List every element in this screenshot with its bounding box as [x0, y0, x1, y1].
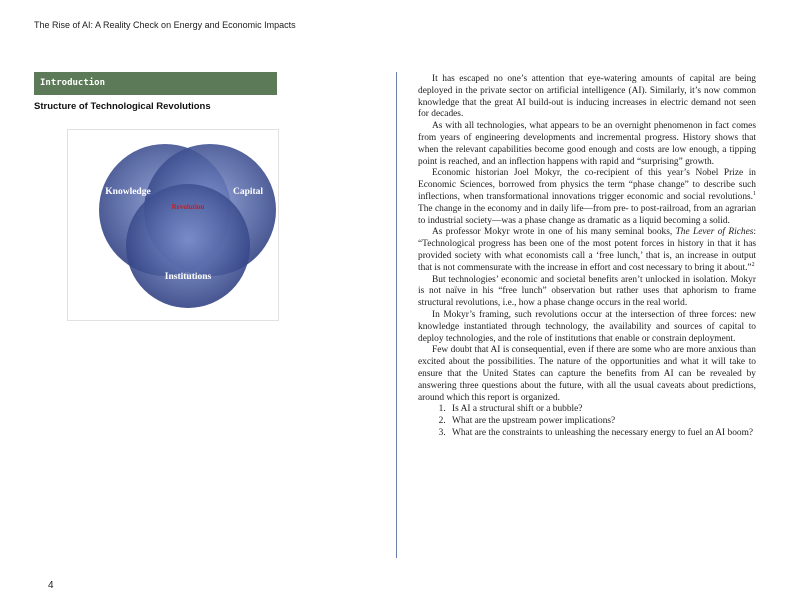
questions-list: [418, 404, 756, 439]
venn-diagram: [68, 130, 278, 320]
paragraph-4: [418, 227, 756, 274]
paragraph-7: Few doubt that AI is consequential, even if there are some who are more anxious than excited about the possibilities. The nature of the opportunities and what it will take to ensure that the United States can capture the benefits from AI can be revealed by answering three questions about the future, with all the usual caveats about predictions, around which this report is organized.: [418, 345, 756, 403]
paragraph-3: [418, 168, 756, 227]
list-item: 3. What are the constraints to unleashing the necessary energy to fuel an AI boom?: [448, 428, 756, 440]
capital-label: Capital: [232, 187, 264, 197]
venn-diagram-figure: [67, 129, 279, 321]
institutions-label: Institutions: [164, 272, 212, 282]
knowledge-label: Knowledge: [105, 187, 151, 197]
running-title: The Rise of AI: A Reality Check on Energy and Economic Impacts: [34, 20, 296, 30]
paragraph-3-text: Economic historian Joel Mokyr, the co-recipient of this year’s Nobel Prize in Economic Sciences, borrowed from physics the term “phase change” to describe such inflections, when transformational innovations trigger economic and social revolutions.: [418, 168, 756, 202]
paragraph-5: But technologies’ economic and societal benefits aren’t unlocked in isolation. Mokyr is not naïve in his “free lunch” observation but rather uses that aphorism to frame structural revolutions, i.e., how a phase change occurs in the real world.: [418, 274, 756, 309]
page-number: 4: [48, 580, 54, 591]
main-body-text: [418, 74, 756, 440]
book-title: The Lever of Riches: [675, 227, 754, 238]
column-divider: [396, 72, 397, 558]
paragraph-6: In Mokyr’s framing, such revolutions occur at the intersection of three forces: new knowledge instantiated through technology, the availability and sources of capital to deploy technologies, and the role of institutions that enable or constrain deployment.: [418, 309, 756, 344]
paragraph-4-lead: As professor Mokyr wrote in one of his many seminal books,: [432, 227, 676, 238]
paragraph-3-continuation: The change in the economy and in daily life—from pre- to post-railroad, from an agrarian to industrial society—was a phase change as dramatic as a liquid becoming a solid.: [418, 203, 756, 226]
paragraph-2: As with all technologies, what appears to be an overnight phenomenon in fact comes from years of engineering developments and incremental progress. History shows that when the relevant capabilities become good enough and costs are low enough, a tipping point is reached, and an inflection happens with rapid and “surprising” growth.: [418, 121, 756, 167]
figure-title: Structure of Technological Revolutions: [34, 101, 211, 112]
footnote-1-marker[interactable]: 1: [753, 190, 756, 197]
footnote-2-marker[interactable]: 2: [751, 261, 755, 268]
paragraph-1: It has escaped no one’s attention that eye-watering amounts of capital are being deployed in the private sector on artificial intelligence (AI). Similarly, it’s now common knowledge that the great AI build-out is inducing increases in electric demand not seen for decades.: [418, 74, 756, 120]
list-item: 1. Is AI a structural shift or a bubble?: [448, 404, 756, 416]
paragraph-4-quote: : “Technological progress has been one of the most potent forces in history in that it has provided society with what economists call a ‘free lunch,’ that is, an increase in output that is not commensurate with the increase in effort and cost necessary to bring it about.”: [418, 227, 756, 273]
revolution-label: Revolution: [171, 203, 205, 211]
section-label: Introduction: [34, 72, 277, 95]
list-item: 2. What are the upstream power implications?: [448, 416, 756, 428]
